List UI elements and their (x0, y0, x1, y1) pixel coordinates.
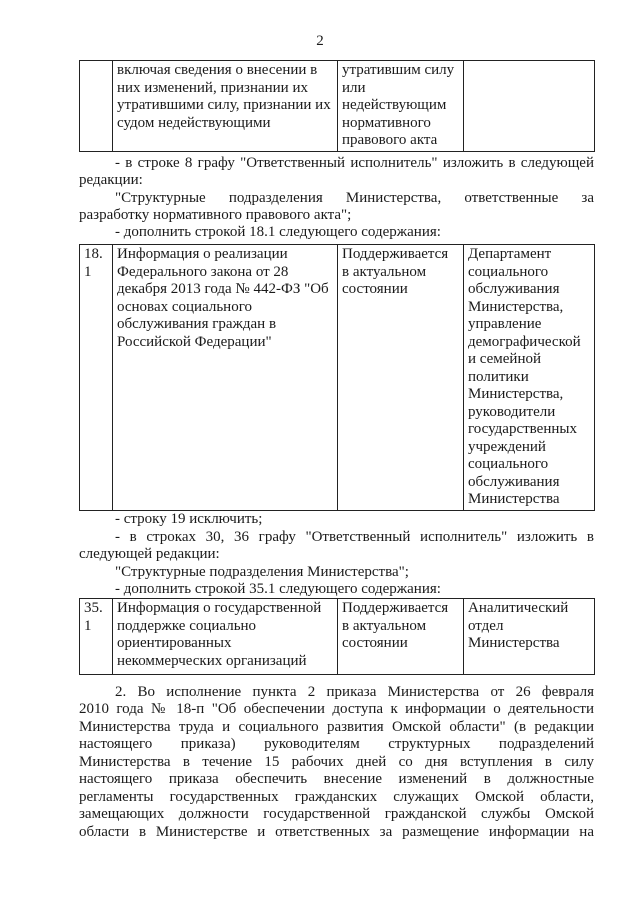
table-row (80, 245, 595, 511)
text-line: области в Министерстве и ответственных за размещение информации на (79, 824, 594, 840)
table-cell-status: Поддерживается в актуальном состоянии (338, 245, 464, 511)
table-cell-info: включая сведения о внесении в них изменений, признании их утратившими силу, признании их судом недействующими (113, 61, 338, 152)
text-line: - в строках 30, 36 графу "Ответственный исполнитель" изложить в (115, 529, 594, 545)
text-line: регламенты государственных гражданских служащих Омской области, (79, 789, 594, 805)
text-line: - строку 19 исключить; (115, 511, 263, 527)
table-row-35-1 (79, 598, 595, 675)
table-cell-responsible: Департамент социального обслуживания Министерства, управление демографической и семейной политики Министерства, руководители государственных учреждений социального обслуживания Министерства (464, 245, 595, 511)
table-cell-responsible: Аналитический отдел Министерства (464, 599, 595, 675)
table-continuation (79, 60, 595, 152)
table-row (80, 61, 595, 152)
table-cell-responsible (464, 61, 595, 152)
text-line: настоящего приказа обеспечить внесение изменений в должностные (79, 771, 594, 787)
text-line: Министерства в течение 15 рабочих дней со дня вступления в силу (79, 754, 594, 770)
table-cell-status: утратившим силу или недействующим нормативного правового акта (338, 61, 464, 152)
table-cell-info: Информация о реализации Федерального закона от 28 декабря 2013 года № 442-ФЗ "Об основах социального обслуживания граждан в Российской Федерации" (113, 245, 338, 511)
text-line: замещающих должности государственной гражданской службы Омской (79, 806, 594, 822)
text-line: "Структурные подразделения Министерства, ответственные за (115, 190, 594, 206)
text-line: "Структурные подразделения Министерства"; (115, 564, 409, 580)
text-line: - дополнить строкой 18.1 следующего содержания: (115, 224, 441, 240)
table-row-18-1 (79, 244, 595, 511)
text-line: следующей редакции: (79, 546, 220, 562)
table-row (80, 599, 595, 675)
text-line: редакции: (79, 172, 143, 188)
text-line: - в строке 8 графу "Ответственный исполнитель" изложить в следующей (115, 155, 594, 171)
table-cell-info: Информация о государственной поддержке социально ориентированных некоммерческих организаций (113, 599, 338, 675)
table-cell-number: 18.1 (80, 245, 113, 511)
text-line: 2. Во исполнение пункта 2 приказа Министерства от 26 февраля (115, 684, 594, 700)
text-line: Министерства труда и социального развития Омской области" (в редакции (79, 719, 594, 735)
text-line: 2010 года № 18-п "Об обеспечении доступа к информации о деятельности (79, 701, 594, 717)
text-line: - дополнить строкой 35.1 следующего содержания: (115, 581, 441, 597)
page-number: 2 (316, 33, 324, 49)
text-line: разработку нормативного правового акта"; (79, 207, 352, 223)
table-cell-number (80, 61, 113, 152)
table-cell-status: Поддерживается в актуальном состоянии (338, 599, 464, 675)
table-cell-number: 35.1 (80, 599, 113, 675)
text-line: настоящего приказа) руководителям структурных подразделений (79, 736, 594, 752)
